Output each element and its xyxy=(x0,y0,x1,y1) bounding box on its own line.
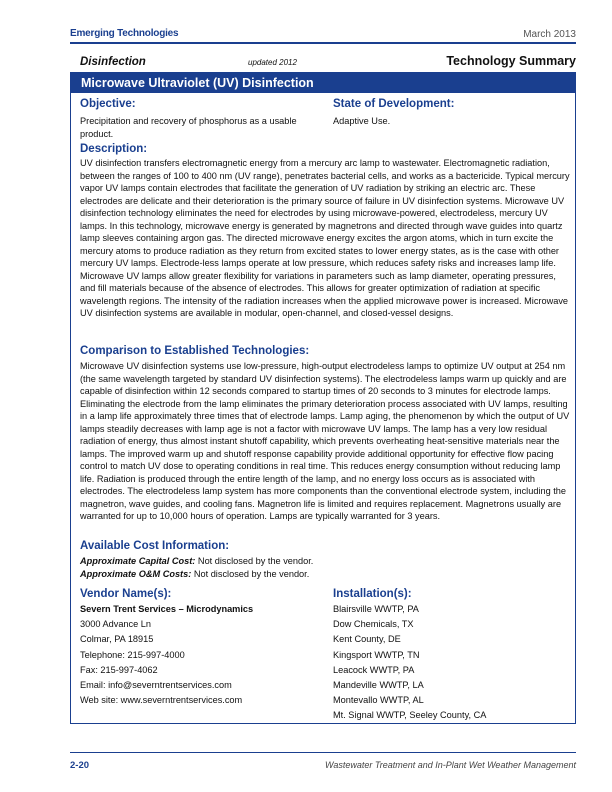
vendor-name: Severn Trent Services – Microdynamics xyxy=(80,604,254,614)
description-heading: Description: xyxy=(80,143,148,155)
footer-divider xyxy=(70,752,576,753)
vendor-heading: Vendor Name(s): xyxy=(80,588,172,600)
vendor-fax: Fax: 215-997-4062 xyxy=(80,664,158,675)
vendor-email: Email: info@severntrentservices.com xyxy=(80,680,232,691)
capital-cost-label: Approximate Capital Cost: xyxy=(80,556,196,566)
vendor-telephone: Telephone: 215-997-4000 xyxy=(80,649,185,660)
list-item: Kingsport WWTP, TN xyxy=(333,649,420,660)
list-item: Montevallo WWTP, AL xyxy=(333,695,424,706)
header-divider xyxy=(70,42,576,44)
state-text: Adaptive Use. xyxy=(333,116,391,126)
cost-heading: Available Cost Information: xyxy=(80,540,230,552)
list-item: Mt. Signal WWTP, Seeley County, CA xyxy=(333,710,487,721)
footer-title: Wastewater Treatment and In-Plant Wet Weather Management xyxy=(325,760,576,770)
header-date: March 2013 xyxy=(523,29,576,40)
comparison-heading: Comparison to Established Technologies: xyxy=(80,345,310,357)
list-item: Dow Chemicals, TX xyxy=(333,619,414,630)
om-cost-line xyxy=(80,568,570,581)
document-type: Technology Summary xyxy=(446,54,576,68)
vendor-website: Web site: www.severntrentservices.com xyxy=(80,695,243,706)
category-label: Disinfection xyxy=(80,56,146,68)
comparison-text: Microwave UV disinfection systems use low-pressure, high-output electrodeless lamps to optimize UV output at 254 nm (the same wavelength targeted by standard UV disinfection systems). The electrodeless lamps warm up quickly and are capable of disinfection within 12 seconds compared to startup times of 20 seconds to 3 minutes for electrode lamps. Eliminating the electrode from the lamp eliminates the primary deterioration process associated with UV lamps, resulting in a lamp life approximately three times that of electrode lamps. Lamp aging, the phenomenon by which the output of UV lamps steadily decreases with lamp age is not a factor with microwave UV lamps. The lamp has a very low residual radiation of energy, thus almost instant shutoff capability, which prevents overheating heat-sensitive materials near the lamps. The improved warm up and shutoff response capability provide additional opportunity for effective flow pacing control to match UV dose to operating conditions in real time. This reduces energy consumption without reducing lamp life. Radiation is produced through the entire length of the lamp, and no energy loss occurs as is associated with electrodes. The electrodeless lamp system has more components than the conventional electrode system, including the magnetron, wave guides, and cooling fans. Magnetron life is limited and requires replacement. Magnetrons usually are warranted for up to 10,000 hours of operation. Lamps are typically warranted for 3 years. xyxy=(80,361,570,521)
vendor-list xyxy=(80,602,253,708)
installations-heading: Installation(s): xyxy=(333,588,412,600)
installations-list xyxy=(333,602,486,724)
list-item: Mandeville WWTP, LA xyxy=(333,680,424,691)
list-item: Kent County, DE xyxy=(333,634,401,645)
page-number: 2-20 xyxy=(70,760,90,771)
vendor-city: Colmar, PA 18915 xyxy=(80,634,154,645)
list-item: Blairsville WWTP, PA xyxy=(333,604,419,614)
description-text: UV disinfection transfers electromagnetic energy from a mercury arc lamp to wastewater. Electromagnetic radiation, between the ranges of 100 to 400 nm (UV range), penetrates bacterial cells, and works as a bactericide. Typical mercury vapor UV lamps contain electrodes that facilitate the generation of UV radiation by striking an electric arc. These electrodes are delicate and their deterioration is the primary source of failure in UV disinfection systems. Microwave UV disinfection technology eliminates the need for electrodes by using microwave-powered, electrodeless, mercury UV lamps. In this technology, microwave energy is generated by magnetrons and directed through wave guides into quartz lamp sleeves containing argon gas. The directed microwave energy excites the argon atoms, which in turn excite the mercury atoms to produce radiation as they return from excited states to lower energy states, as is the case with other mercury UV lamps. Electrode-less lamps operate at low pressure, which reduces safety risks and increases lamp life. Microwave UV lamps allow greater flexibility for variations in parameters such as lamp diameter, operating pressures, and fill materials because of the absence of electrodes. This allows for greater optimization of radiation at specific wavelength regions. The intensity of the radiation increases when the applied microwave power is increased. Microwave UV disinfection systems are available in modular, open-channel, and closed-vessel designs. xyxy=(80,158,570,318)
vendor-address: 3000 Advance Ln xyxy=(80,619,152,630)
list-item: Leacock WWTP, PA xyxy=(333,664,415,675)
objective-text: Precipitation and recovery of phosphorus as a usable product. xyxy=(80,116,297,139)
state-heading: State of Development: xyxy=(333,98,455,110)
om-cost-label: Approximate O&M Costs: xyxy=(80,569,192,579)
capital-cost-line xyxy=(80,555,570,568)
page-title: Microwave Ultraviolet (UV) Disinfection xyxy=(71,73,575,93)
objective-heading: Objective: xyxy=(80,98,136,110)
updated-label: updated 2012 xyxy=(248,58,297,67)
om-cost-value: Not disclosed by the vendor. xyxy=(191,569,310,579)
capital-cost-value: Not disclosed by the vendor. xyxy=(195,556,314,566)
header-brand: Emerging Technologies xyxy=(70,28,179,39)
